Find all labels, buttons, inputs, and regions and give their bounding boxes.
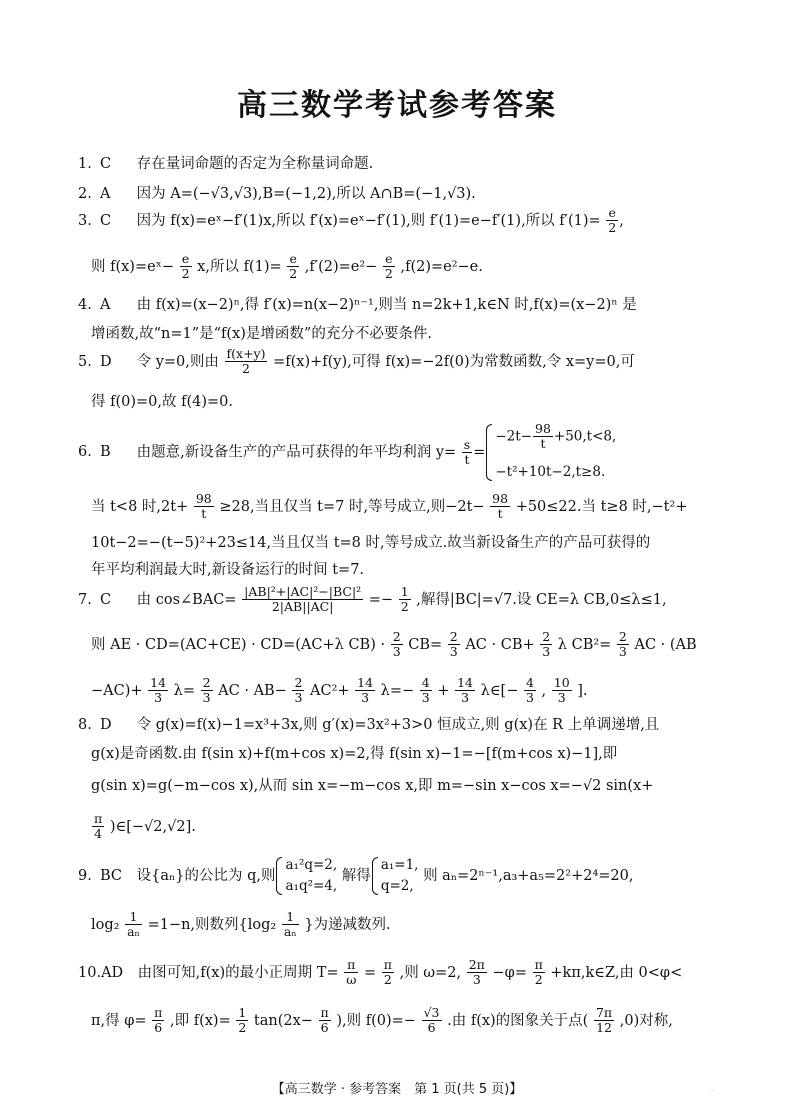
fraction: $\frac{1}{2}$ [238,1005,247,1036]
answer-4: 4. A 由 f(x)=(x−2)ⁿ,得 f′(x)=n(x−2)ⁿ⁻¹,则当 n=2k+1,k∈N 时,f(x)=(x−2)ⁿ 是 [78,297,637,313]
fraction: $\frac{14}{3}$ [357,675,374,706]
fraction: $\frac{\pi}{2}$ [534,957,543,988]
fraction: $\frac{2}{3}$ [449,629,458,660]
fraction: $\frac{\pi}{6}$ [154,1005,163,1036]
answer-8-cont-3: $\frac{\pi}{4}$ )∈[−√2,√2]. [94,811,196,842]
answer-6-cont-1: 当 t<8 时,2t+ $\frac{98}{t}$ ≥28,当且仅当 t=7 时,等号成立,则−2t− $\frac{98}{t}$ +50≤22.当 t≥8 时,−t²+ [91,491,688,522]
fraction: $\frac{98}{t}$ [195,491,212,522]
fraction: $\frac{\text{|AB|²+|AC|²−|BC|²}}{2|AB||AC|}$ [244,584,362,615]
fraction: $\frac{7\pi}{12}$ [595,1005,613,1036]
answer-6: 6. B 由题意,新设备生产的产品可获得的年平均利润 y= $\frac{s}{t}$ = −2t− $\frac{98}{t}$ +50,t<8, −t²+10t−2,t≥8. [78,422,616,483]
answer-8-cont-1: g(x)是奇函数.由 f(sin x)+f(m+cos x)=2,得 f(sin x)−1=−[f(m+cos x)−1],即 [91,746,618,762]
answer-9: 9. BC 设{aₙ}的公比为 q,则 a₁²q=2, a₁q²=4, 解得 a₁=1, q=2, 则 aₙ=2ⁿ⁻¹,a₃+a₅=2²+2⁴=20, [78,855,633,897]
fraction: $\frac{4}{3}$ [525,675,534,706]
fraction: $\frac{\pi}{6}$ [320,1005,329,1036]
answer-9-cont: log₂ $\frac{1}{\text{aₙ}}$ =1−n,则数列{log₂ $\frac{1}{\text{aₙ}}$ }为递减数列. [91,909,391,940]
fraction: $\frac{f(x+y)}{2}$ [226,346,266,377]
answer-7-cont-2: −AC)+ $\frac{14}{3}$ λ= $\frac{2}{3}$ AC · AB− $\frac{2}{3}$ AC²+ $\frac{14}{3}$ λ=− $\frac{4}{3}$ + $\frac{14}{3}$ λ∈[− $\frac{4}{3}$ , $\frac{10}{3}$ ]. [91,675,588,706]
fraction: $\frac{e}{2}$ [384,251,393,282]
fraction: $\frac{\pi}{\omega}$ [346,957,357,988]
fraction: $\frac{e}{2}$ [608,205,617,236]
answer-7-cont-1: 则 AE · CD=(AC+CE) · CD=(AC+λ CB) · $\frac{2}{3}$ CB= $\frac{2}{3}$ AC · CB+ $\frac{2}{3}$ λ CB²= $\frac{2}{3}$ AC · (AB [91,629,697,660]
answer-1: 1. C 存在量词命题的否定为全称量词命题. [78,156,374,172]
answer-5-cont: 得 f(0)=0,故 f(4)=0. [91,394,233,410]
fraction: $\frac{s}{t}$ [463,436,471,467]
answer-3: 3. C 因为 f(x)=eˣ−f′(1)x,所以 f′(x)=eˣ−f′(1),则 f′(1)=e−f′(1),所以 f′(1)= $\frac{e}{2}$ , [78,205,624,236]
answer-3-cont: 则 f(x)=eˣ− $\frac{e}{2}$ x,所以 f(1)= $\frac{e}{2}$ ,f′(2)=e²− $\frac{e}{2}$ ,f(2)=e²−e. [91,251,483,282]
fraction: $\frac{√3}{6}$ [423,1005,440,1036]
fraction: $\frac{2}{3}$ [202,675,211,706]
system-brace-solution: a₁=1, q=2, [371,855,419,897]
answer-6-cont-3: 年平均利润最大时,新设备运行的时间 t=7. [91,562,365,578]
piecewise-brace: −2t− $\frac{98}{t}$ +50,t<8, −t²+10t−2,t≥8. [485,422,616,483]
fraction: $\frac{2}{3}$ [542,629,551,660]
fraction: $\frac{e}{2}$ [289,251,298,282]
fraction: $\frac{2}{3}$ [392,629,401,660]
answer-10-cont: π,得 φ= $\frac{\pi}{6}$ ,即 f(x)= $\frac{1}{2}$ tan(2x− $\frac{\pi}{6}$ ),则 f(0)=− $\frac{√3}{6}$ .由 f(x)的图象关于点( $\frac{7\pi}{12}$ ,0)对称, [91,1005,673,1036]
fraction: $\frac{2}{3}$ [294,675,303,706]
answer-6-cont-2: 10t−2=−(t−5)²+23≤14,当且仅当 t=8 时,等号成立.故当新设备生产的产品可获得的 [91,535,651,551]
answer-7: 7. C 由 cos∠BAC= $\frac{\text{|AB|²+|AC|²−|BC|²}}{2|AB||AC|}$ =− $\frac{1}{2}$ ,解得|BC|=√7.设 CE=λ CB,0≤λ≤1, [78,584,667,615]
fraction: $\frac{14}{3}$ [150,675,167,706]
fraction: $\frac{2}{3}$ [618,629,627,660]
answer-2: 2. A 因为 A=(−√3,√3),B=(−1,2),所以 A∩B=(−1,√3). [78,186,476,202]
answer-8: 8. D 令 g(x)=f(x)−1=x³+3x,则 g′(x)=3x²+3>0 恒成立,则 g(x)在 R 上单调递增,且 [78,717,660,733]
fraction: $\frac{\pi}{2}$ [383,957,392,988]
fraction: $\frac{1}{\text{aₙ}}$ [283,909,297,940]
answer-5: 5. D 令 y=0,则由 $\frac{f(x+y)}{2}$ =f(x)+f(y),可得 f(x)=−2f(0)为常数函数,令 x=y=0,可 [78,346,635,377]
page-footer: 【高三数学 · 参考答案 第 1 页(共 5 页)】 [271,1082,523,1097]
answer-8-cont-2: g(sin x)=g(−m−cos x),从而 sin x=−m−cos x,即 m=−sin x−cos x=−√2 sin(x+ [91,778,654,794]
fraction: $\frac{e}{2}$ [181,251,190,282]
answer-4-cont: 增函数,故“n=1”是“f(x)是增函数”的充分不必要条件. [91,326,432,342]
fraction: $\frac{10}{3}$ [553,675,570,706]
page-title: 高三数学考试参考答案 [237,88,557,123]
fraction: $\frac{4}{3}$ [421,675,430,706]
fraction: $\frac{\pi}{4}$ [94,811,103,842]
scan-mark: .. [709,1084,715,1094]
answer-10: 10.AD 由图可知,f(x)的最小正周期 T= $\frac{\pi}{\omega}$ = $\frac{\pi}{2}$ ,则 ω=2, $\frac{2\pi}{3}$ −φ= $\frac{\pi}{2}$ +kπ,k∈Z,由 0<φ< [78,957,683,988]
fraction: $\frac{2\pi}{3}$ [468,957,485,988]
fraction: $\frac{1}{2}$ [400,584,409,615]
fraction: $\frac{1}{\text{aₙ}}$ [127,909,140,940]
fraction: $\frac{98}{t}$ [492,491,509,522]
fraction: $\frac{14}{3}$ [457,675,474,706]
system-brace-given: a₁²q=2, a₁q²=4, [275,855,337,897]
